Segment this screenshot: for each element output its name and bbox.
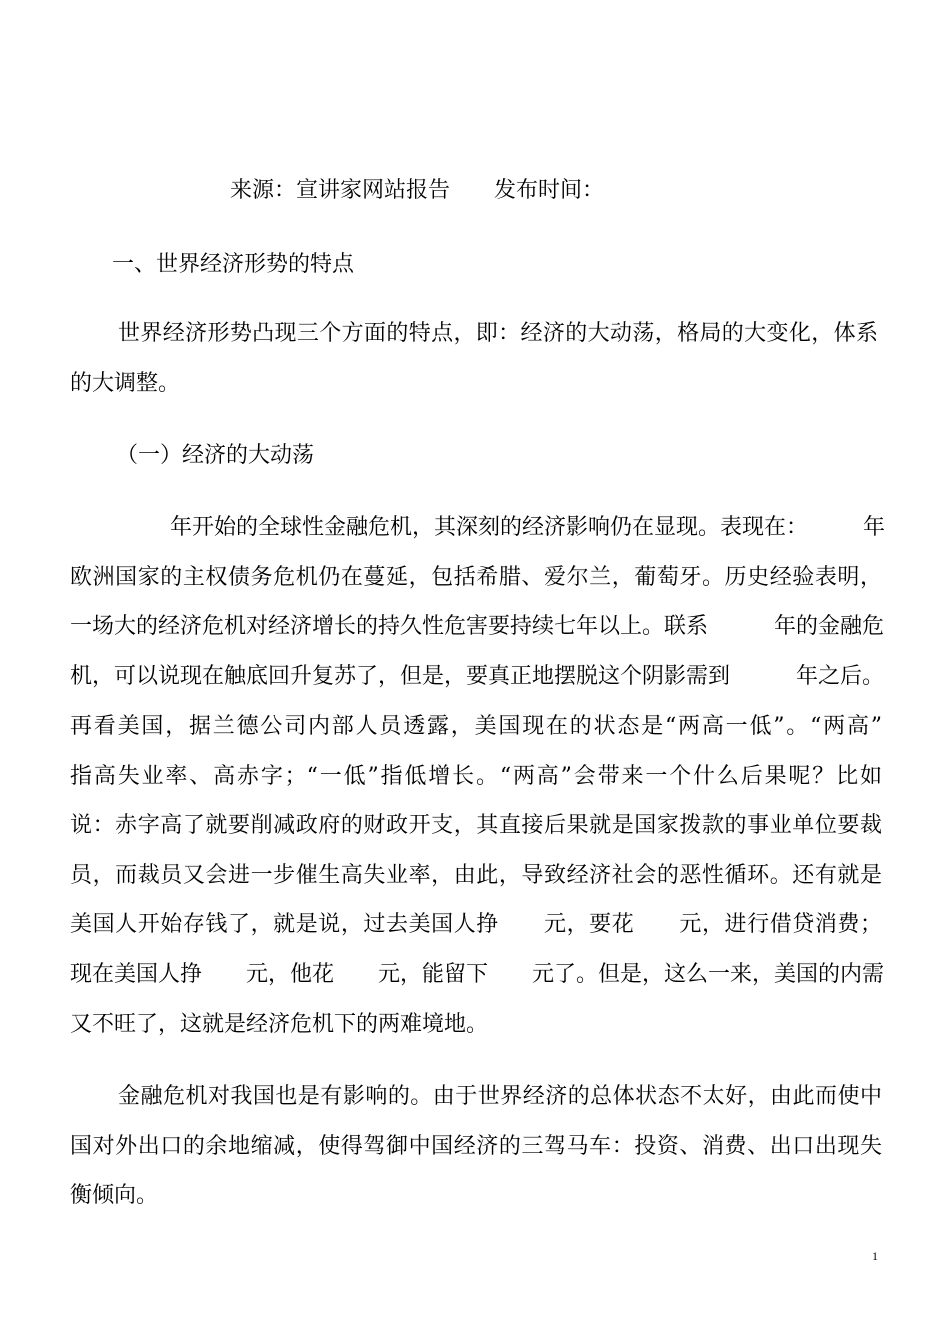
section-heading: 一、世界经济形势的特点 (112, 252, 355, 277)
paragraph-line: 一场大的经济危机对经济增长的持久性危害要持续七年以上。联系 年的金融危 (70, 614, 885, 639)
page-number: 1 (872, 1249, 878, 1263)
source-line: 来源：宣讲家网站报告 发布时间： (230, 178, 605, 203)
paragraph-line: 再看美国，据兰德公司内部人员透露，美国现在的状态是“两高一低”。“两高” (70, 714, 882, 739)
paragraph-line: 说：赤字高了就要削减政府的财政开支，其直接后果就是国家拨款的事业单位要裁 (70, 813, 882, 838)
intro-line: 的大调整。 (70, 371, 181, 396)
paragraph-line: 欧洲国家的主权债务危机仍在蔓延，包括希腊、爱尔兰，葡萄牙。历史经验表明， (70, 565, 882, 590)
subsection-heading: （一）经济的大动荡 (116, 443, 315, 468)
paragraph-line: 现在美国人挣 元，他花 元，能留下 元了。但是，这么一来，美国的内需 (70, 962, 885, 987)
paragraph-line: 又不旺了，这就是经济危机下的两难境地。 (70, 1012, 489, 1037)
paragraph-line: 金融危机对我国也是有影响的。由于世界经济的总体状态不太好，由此而使中 (118, 1084, 882, 1109)
intro-line: 世界经济形势凸现三个方面的特点，即：经济的大动荡，格局的大变化，体系 (118, 321, 878, 346)
paragraph-line: 国对外出口的余地缩减，使得驾御中国经济的三驾马车：投资、消费、出口出现失 (70, 1134, 882, 1159)
paragraph-line: 指高失业率、高赤字；“一低”指低增长。“两高”会带来一个什么后果呢？比如 (70, 764, 882, 789)
paragraph-line: 美国人开始存钱了，就是说，过去美国人挣 元，要花 元，进行借贷消费； (70, 912, 882, 937)
paragraph-line: 年开始的全球性金融危机，其深刻的经济影响仍在显现。表现在： 年 (170, 515, 886, 540)
paragraph-line: 衡倾向。 (70, 1183, 159, 1208)
paragraph-line: 员，而裁员又会进一步催生高失业率，由此，导致经济社会的恶性循环。还有就是 (70, 863, 882, 888)
paragraph-line: 机，可以说现在触底回升复苏了，但是，要真正地摆脱这个阴影需到 年之后。 (70, 664, 885, 689)
